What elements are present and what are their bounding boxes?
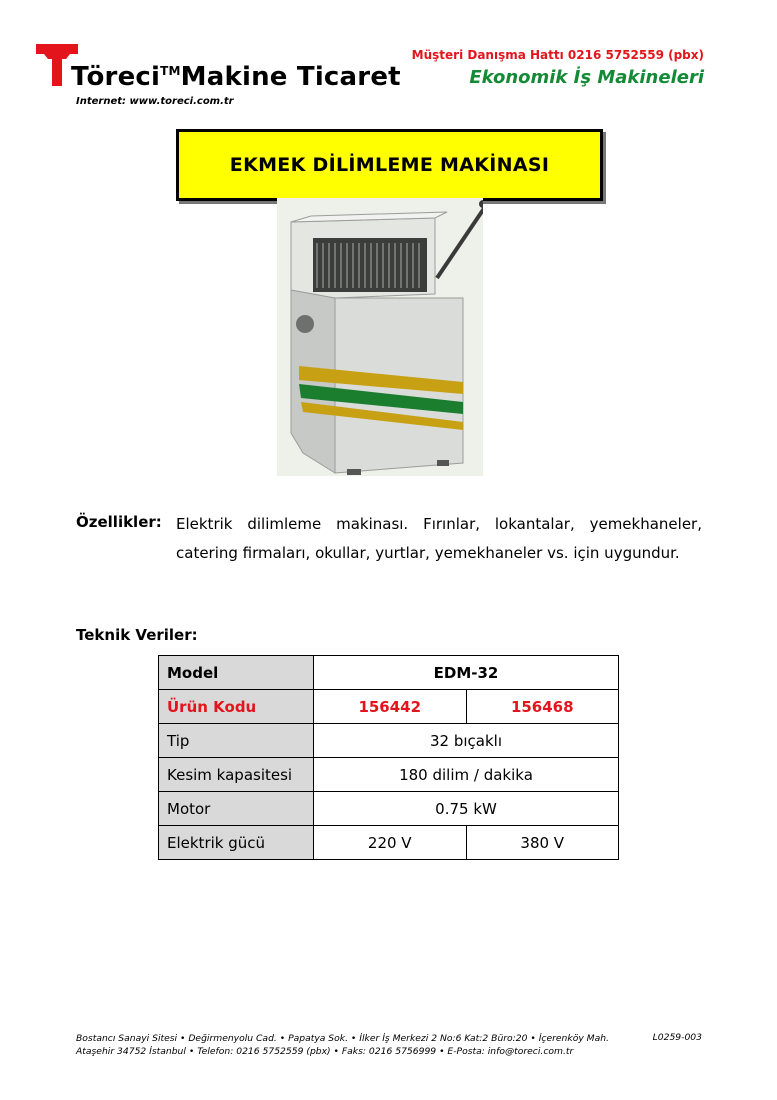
power-label: Elektrik gücü — [159, 826, 314, 860]
brand-name: Töreci™Makine Ticaret — [71, 62, 401, 92]
product-code-1: 156442 — [314, 690, 467, 724]
features-text: Elektrik dilimleme makinası. Fırınlar, lokantalar, yemekhaneler, catering firmaları, okullar, yurtlar, yemekhaneler vs. için uygundur. — [176, 515, 702, 562]
customer-hotline: Müşteri Danışma Hattı 0216 5752559 (pbx) — [411, 48, 704, 62]
type-label: Tip — [159, 724, 314, 758]
table-row — [159, 656, 619, 690]
table-row — [159, 758, 619, 792]
motor-label: Motor — [159, 792, 314, 826]
model-value: EDM-32 — [314, 656, 619, 690]
power-value-1: 220 V — [314, 826, 467, 860]
footer-address — [76, 1032, 609, 1058]
product-title: EKMEK DİLİMLEME MAKİNASI — [229, 154, 550, 176]
slogan: Ekonomik İş Makineleri — [469, 67, 704, 88]
website[interactable]: Internet: www.toreci.com.tr — [76, 96, 234, 107]
footer-line-2: Ataşehir 34752 İstanbul • Telefon: 0216 5752559 (pbx) • Faks: 0216 5756999 • E-Posta: info@toreci.com.tr — [76, 1046, 574, 1057]
technical-data-table — [158, 655, 619, 860]
features-label: Özellikler: — [76, 513, 162, 531]
footer-line-1: Bostancı Sanayi Sitesi • Değirmenyolu Cad. • Papatya Sok. • İlker İş Merkezi 2 No:6 Kat:2 Büro:20 • İçerenköy Mah. — [76, 1033, 609, 1044]
trademark: TM — [160, 64, 181, 78]
product-code-label: Ürün Kodu — [159, 690, 314, 724]
technical-data-label: Teknik Veriler: — [76, 626, 198, 644]
table-row — [159, 826, 619, 860]
motor-value: 0.75 kW — [314, 792, 619, 826]
model-label: Model — [159, 656, 314, 690]
capacity-value: 180 dilim / dakika — [314, 758, 619, 792]
product-title-box — [176, 129, 603, 201]
power-value-2: 380 V — [466, 826, 619, 860]
table-row — [159, 724, 619, 758]
bread-slicer-machine-image — [277, 198, 483, 476]
table-row — [159, 792, 619, 826]
type-value: 32 bıçaklı — [314, 724, 619, 758]
capacity-label: Kesim kapasitesi — [159, 758, 314, 792]
document-number: L0259-003 — [652, 1032, 702, 1043]
product-code-2: 156468 — [466, 690, 619, 724]
table-row — [159, 690, 619, 724]
